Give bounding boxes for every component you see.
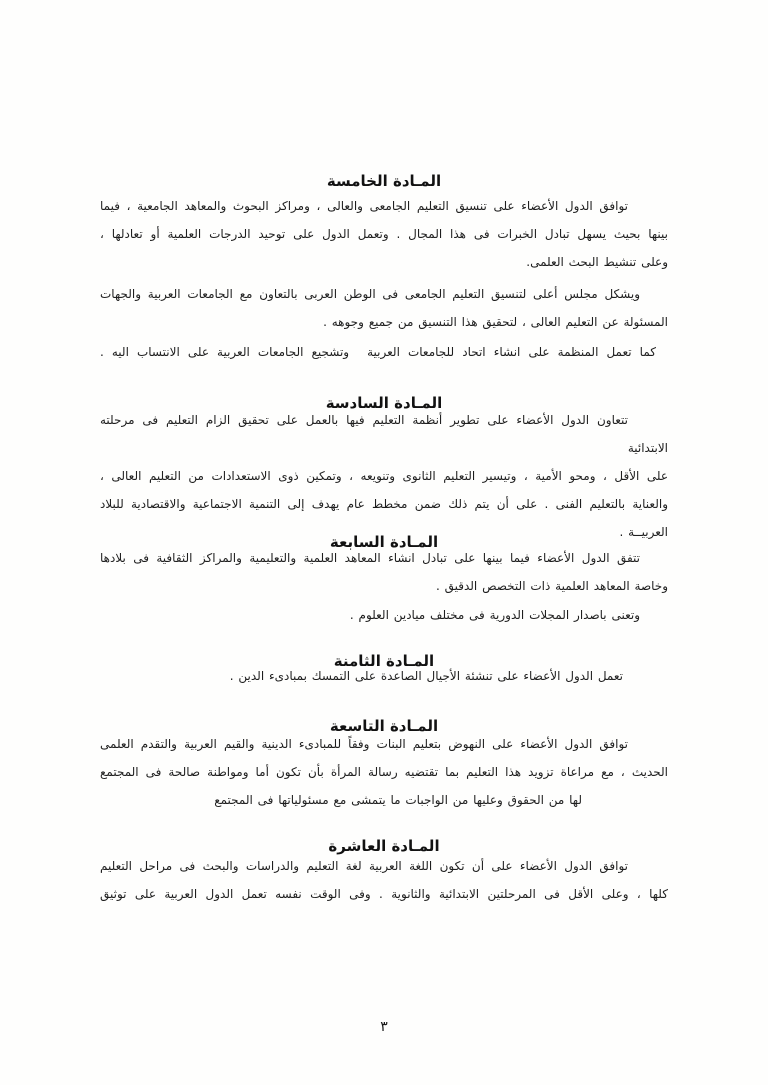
text-line: وخاصة المعاهد العلمية ذات التخصص الدقيق . (435, 579, 668, 593)
text-line: توافق الدول الأعضاء على تنسيق التعليم الجامعى والعالى ، ومراكز البحوث والمعاهد الجامعية ، فيما (100, 199, 628, 213)
article-7-title: المـادة السابعة (329, 533, 439, 552)
text-line: لها من الحقوق وعليها من الواجبات ما يتمشى مع مسئولياتها فى المجتمع (214, 793, 582, 807)
text-line: بينها بحيث يسهل تبادل الخبرات فى هذا المجال . وتعمل الدول على توحيد الدرجات العلمية أو تعادلها ، (100, 227, 668, 241)
article-10-paragraph-1 (100, 852, 668, 908)
text-line: تعمل الدول الأعضاء على تنشئة الأجيال الصاعدة على التمسك بمبادىء الدين . (229, 669, 623, 683)
article-8-title: المـادة الثامنة (333, 652, 435, 671)
text-line: المسئولة عن التعليم العالى ، لتحقيق هذا التنسيق من جميع وجوهه . (323, 315, 668, 329)
article-5-paragraph-2 (100, 280, 668, 336)
article-5-paragraph-3 (100, 338, 668, 366)
text-line: العربيــة . (619, 525, 668, 539)
text-line: كلها ، وعلى الأقل فى المرحلتين الابتدائية والثانوية . وفى الوقت نفسه تعمل الدول العربية على توثيق (100, 887, 668, 901)
article-6-paragraph-1 (100, 406, 668, 546)
text-line: كما تعمل المنظمة على انشاء اتحاد للجامعات العربية وتشجيع الجامعات العربية على الانتساب اليه . (100, 345, 656, 359)
text-line: تتفق الدول الأعضاء فيما بينها على تبادل انشاء المعاهد العلمية والتعليمية والمراكز الثقافية فى بلادها (100, 551, 640, 565)
text-line: توافق الدول الأعضاء على أن تكون اللغة العربية لغة التعليم والدراسات والبحث فى مراحل التعليم (100, 859, 628, 873)
article-5-paragraph-1 (100, 192, 668, 276)
text-line: تتعاون الدول الأعضاء على تطوير أنظمة التعليم فيها بالعمل على تحقيق الزام التعليم فى مرحلته الابتدائية (100, 413, 668, 455)
article-5-title: المـادة الخامسة (326, 172, 442, 191)
text-line: على الأقل ، ومحو الأمية ، وتيسير التعليم الثانوى وتنويعه ، وتمكين ذوى الاستعدادات من التعليم العالى ، (100, 469, 668, 483)
text-line: ويشكل مجلس أعلى لتنسيق التعليم الجامعى فى الوطن العربى بالتعاون مع الجامعات العربية والجهات (100, 287, 640, 301)
article-10-title: المـادة العاشرة (328, 837, 440, 856)
text-line: الحديث ، مع مراعاة تزويد هذا التعليم بما تقتضيه رسالة المرأة بأن تكون أما ومواطنة صالحة فى المجتمع (100, 765, 668, 779)
article-9-paragraph-1 (100, 730, 668, 814)
article-7-paragraph-2 (100, 601, 668, 629)
page-number: ٣ (380, 1019, 388, 1035)
article-8-paragraph-1 (100, 662, 668, 690)
text-line: والعناية بالتعليم الفنى . على أن يتم ذلك ضمن مخطط عام يهدف إلى التنمية الاجتماعية والاقتصادية للبلاد (100, 497, 668, 511)
article-9-title: المـادة التاسعة (329, 717, 439, 736)
text-line: وعلى تنشيط البحث العلمى. (526, 255, 668, 269)
text-line: توافق الدول الأعضاء على النهوض بتعليم البنات وفقاً للمبادىء الدينية والقيم العربية والتقدم العلمى (100, 737, 628, 751)
article-7-paragraph-1 (100, 544, 668, 600)
article-6-title: المـادة السادسة (325, 394, 443, 413)
text-line: وتعنى باصدار المجلات الدورية فى مختلف ميادين العلوم . (349, 608, 640, 622)
